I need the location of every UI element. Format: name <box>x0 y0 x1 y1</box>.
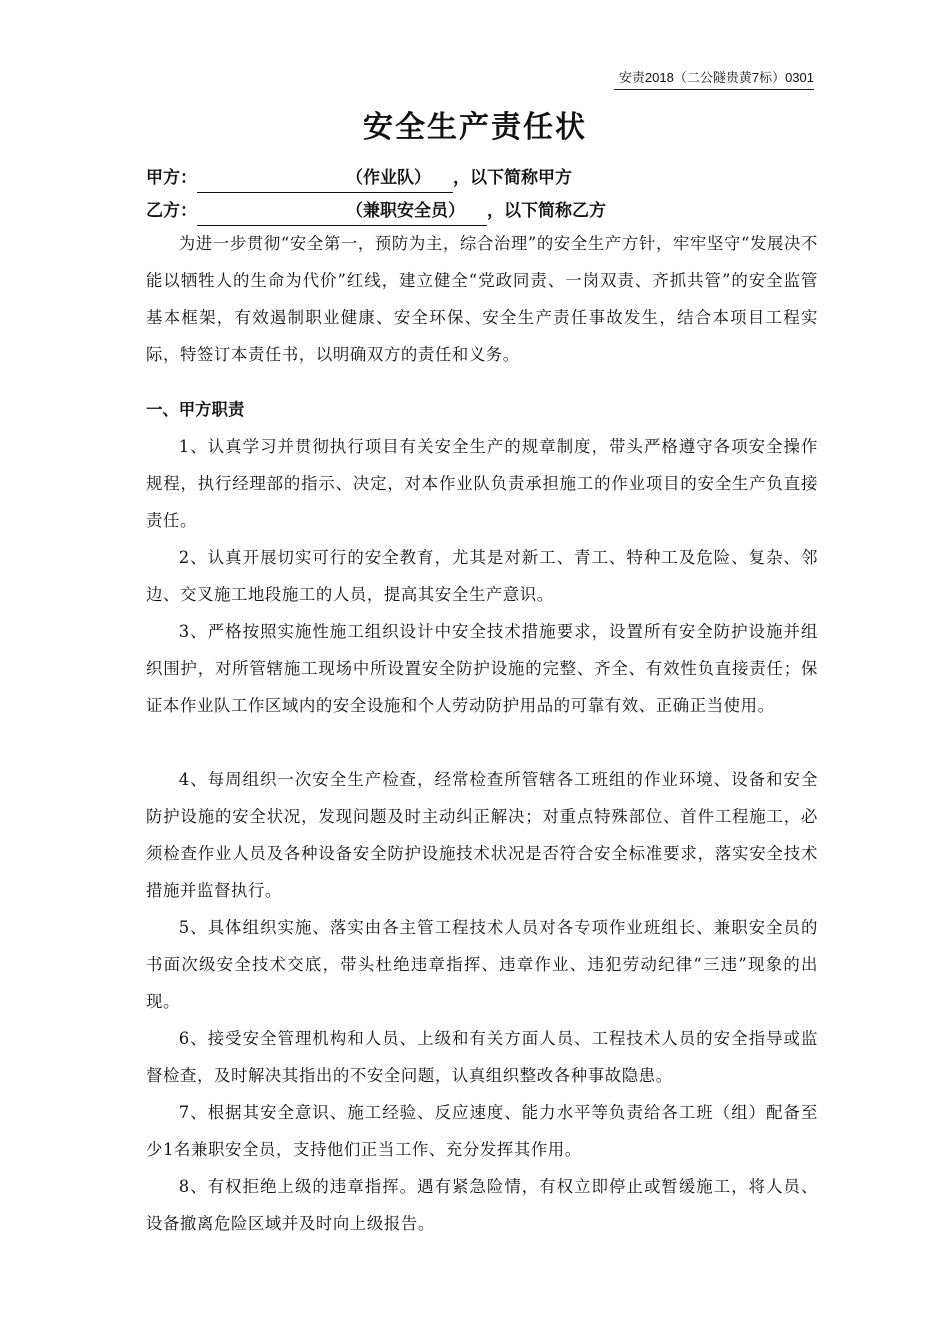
duty-item-5: 5、具体组织实施、落实由各主管工程技术人员对各专项作业班组长、兼职安全员的书面次级安全技术交底，带头杜绝违章指挥、违章作业、违犯劳动纪律“三违”现象的出现。 <box>146 918 818 1011</box>
party-a-blank <box>197 164 453 193</box>
intro-paragraph: 为进一步贯彻“安全第一，预防为主，综合治理”的安全生产方针，牢牢坚守“发展决不能以牺牲人的生命为代价”红线，建立健全“党政同责、一岗双责、齐抓共管”的安全监管基本框架，有效遏制职业健康、安全环保、安全生产责任事故发生，结合本项目工程实际，特签订本责任书，以明确双方的责任和义务。 <box>146 234 818 364</box>
party-a-label: 甲方： <box>146 168 197 188</box>
party-b-label: 乙方： <box>146 201 197 221</box>
duty-item-6: 6、接受安全管理机构和人员、上级和有关方面人员、工程技术人员的安全指导或监督检查，及时解决其指出的不安全问题，认真组织整改各种事故隐患。 <box>146 1029 818 1085</box>
party-a-suffix: ，以下简称甲方 <box>453 168 572 188</box>
party-b-blank <box>197 197 487 226</box>
party-b-suffix: ，以下简称乙方 <box>487 201 606 221</box>
document-code: 安责2018（二公隧贵黄7标）0301 <box>614 67 814 90</box>
duty-item-4: 4、每周组织一次安全生产检查，经常检查所管辖各工班组的作业环境、设备和安全防护设施的安全状况，发现问题及时主动纠正解决；对重点特殊部位、首件工程施工，必须检查作业人员及各种设备安全防护设施技术状况是否符合安全标准要求，落实安全技术措施并监督执行。 <box>146 770 818 900</box>
duty-item-8: 8、有权拒绝上级的违章指挥。遇有紧急险情，有权立即停止或暂缓施工，将人员、设备撤离危险区域并及时向上级报告。 <box>146 1177 818 1233</box>
duty-item-2: 2、认真开展切实可行的安全教育，尤其是对新工、青工、特种工及危险、复杂、邻边、交叉施工地段施工的人员，提高其安全生产意识。 <box>146 548 818 604</box>
document-title: 安全生产责任状 <box>363 110 587 145</box>
party-b-role: （兼职安全员） <box>346 201 465 221</box>
party-a-line <box>146 164 572 192</box>
party-b-line <box>146 197 606 225</box>
duty-item-7: 7、根据其安全意识、施工经验、反应速度、能力水平等负责给各工班（组）配备至少1名兼职安全员，支持他们正当工作、充分发挥其作用。 <box>146 1103 818 1159</box>
duty-item-3: 3、严格按照实施性施工组织设计中安全技术措施要求，设置所有安全防护设施并组织围护，对所管辖施工现场中所设置安全防护设施的完整、齐全、有效性负直接责任；保证本作业队工作区域内的安全设施和个人劳动防护用品的可靠有效、正确正当使用。 <box>146 622 818 715</box>
party-a-role: （作业队） <box>346 168 431 188</box>
duty-item-1: 1、认真学习并贯彻执行项目有关安全生产的规章制度，带头严格遵守各项安全操作规程，执行经理部的指示、决定，对本作业队负责承担施工的作业项目的安全生产负直接责任。 <box>146 437 818 530</box>
section-heading-party-a-duties: 一、甲方职责 <box>146 400 245 419</box>
